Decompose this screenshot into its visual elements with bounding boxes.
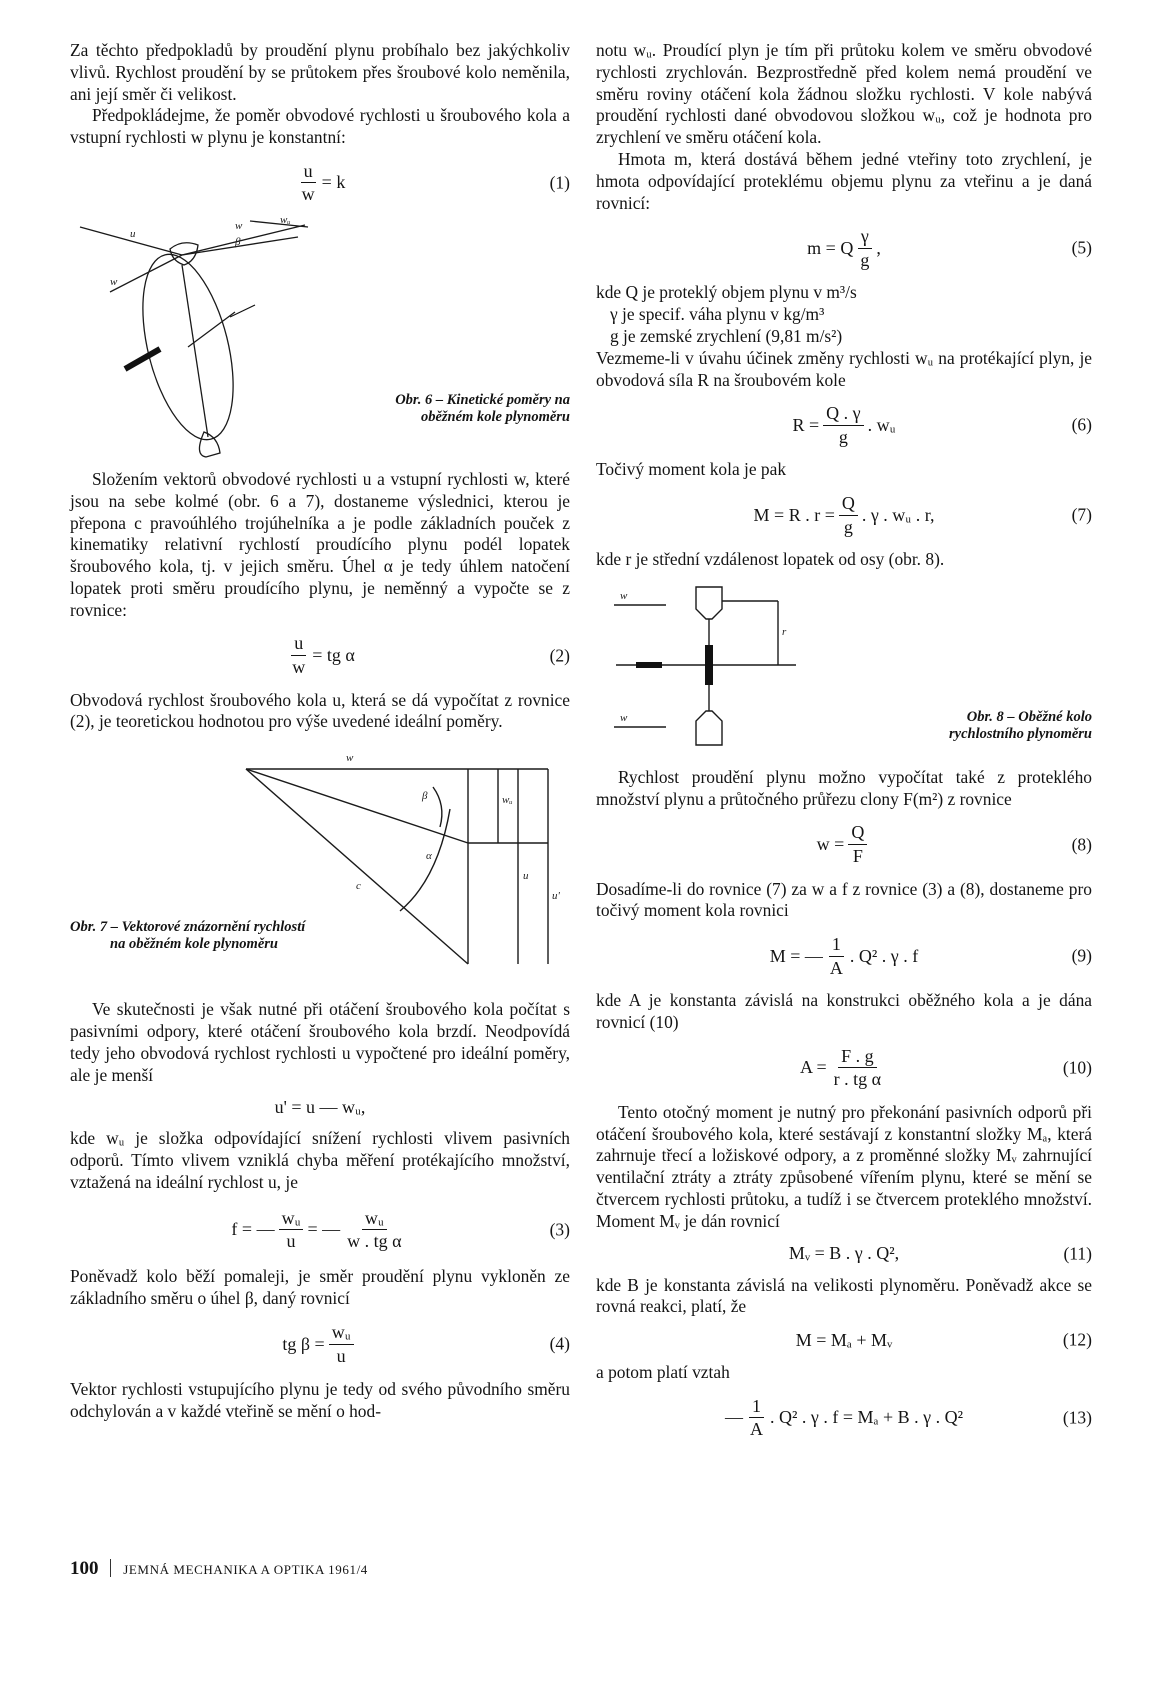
eq10-numerator: F . g	[838, 1046, 877, 1069]
equation-number: (3)	[549, 1219, 570, 1240]
eq5-lhs: m = Q	[807, 237, 854, 258]
figure-6-caption	[310, 392, 570, 426]
paragraph: Tento otočný moment je nutný pro překonání pasivních odporů při otáčení šroubového kola, které sestávají z konstantní složky Mₐ, která zahrnuje třecí a ložiskové odpory, a z proměnné složky Mᵥ zahrnující ventilační ztráty a ztráty způsobené vířením plynu, které se mění se čtvercem rychlosti průtoku, a tudíž i se čtvercem proteklého množství. Moment Mᵥ je dán rovnicí	[596, 1101, 1092, 1231]
eq5-tail: ,	[876, 237, 881, 258]
label-alpha: α	[426, 850, 432, 863]
label-u: u	[523, 870, 529, 883]
eq4-denominator: u	[336, 1345, 346, 1366]
paragraph: Složením vektorů obvodové rychlosti u a vstupní rychlosti w, které jsou na sebe kolmé (obr. 6 a 7), dostaneme výslednici, kterou je přepona c pravoúhlého trojúhelníka a je podle základních pouček z kinematiky relativní rychlostí proudícího plynu podél lopatek šroubového kola, tj. v jejich směru. Úhel α je tedy úhlem natočení lopatek proti směru proudícího plynu, je neměnný a vypočte se z rovnice:	[70, 468, 570, 620]
caption-line: Obr. 6 – Kinetické poměry na	[395, 391, 570, 408]
label-wu: wᵤ	[280, 216, 291, 226]
eq2-numerator: u	[291, 633, 306, 656]
eq3-d1: u	[286, 1231, 296, 1252]
paragraph: kde r je střední vzdálenost lopatek od osy (obr. 8).	[596, 549, 945, 570]
eq6-lhs: R =	[792, 414, 820, 435]
equation-2	[70, 628, 570, 684]
eq5-denominator: g	[860, 249, 870, 270]
wu-line	[250, 221, 308, 227]
eq8-lhs: w =	[816, 834, 845, 855]
c-vector-line	[182, 225, 305, 255]
figure-7-caption	[70, 919, 370, 953]
equation-1	[70, 155, 570, 211]
equation-number: (8)	[1071, 834, 1092, 855]
eq8-denominator: F	[852, 846, 863, 867]
paragraph: Za těchto předpokladů by proudění plynu probíhalo bez jakýchkoliv vlivů. Rychlost proudění by se průtokem přes šroubové kolo neměnila, ani její směr či velikost.	[70, 40, 570, 104]
eq7-numerator: Q	[839, 493, 858, 516]
paragraph: Obvodová rychlost šroubového kola u, která se dá vypočítat z rovnice (2), je teoretickou hodnotou pro výše uvedené ideální poměry.	[70, 689, 570, 732]
eq10-denominator: r . tg α	[833, 1069, 882, 1090]
eq3-lhs: f = —	[231, 1219, 275, 1240]
left-column	[70, 40, 570, 1423]
eq13-denominator: A	[750, 1419, 764, 1440]
paragraph: Rychlost proudění plynu možno vypočítat také z proteklého množství plynu a průtočného průřezu clony F(m²) z rovnice	[596, 766, 1092, 809]
label-c: c	[356, 880, 361, 893]
eq3-n2: wᵤ	[362, 1208, 387, 1231]
eq6-tail: . wᵤ	[867, 414, 896, 435]
eq1-rhs: = k	[321, 172, 346, 193]
paragraph: kde wᵤ je složka odpovídající snížení rychlosti vlivem pasivních odporů. Tímto vlivem vzniklá chyba měření protékajícího množství, vztažená na ideální rychlost u, je	[70, 1128, 570, 1192]
equation-number: (6)	[1071, 414, 1092, 435]
blade-bottom	[199, 432, 220, 457]
label-w-top: w	[620, 589, 628, 602]
equation-number: (11)	[1063, 1243, 1092, 1264]
equation-3	[70, 1200, 570, 1260]
equation-9	[596, 928, 1092, 984]
caption-line: Obr. 8 – Oběžné kolo	[966, 708, 1092, 725]
paragraph: kde B je konstanta závislá na velikosti plynoměru. Poněvadž akce se rovná reakci, platí, že	[596, 1274, 1092, 1317]
equation-number: (9)	[1071, 945, 1092, 966]
paragraph: notu wᵤ. Proudící plyn je tím při průtoku kolem ve směru obvodové rychlosti zrychlován. Bezprostředně před kolem nemá proudění ve směru roviny otáčení kola žádnou složku rychlosti. V kole nabývá proudění rychlosti dané obvodovou složkou wᵤ, což je hodnota pro zrychlení ve směru otáčení kola.	[596, 40, 1092, 148]
figure-6	[70, 217, 570, 467]
right-column	[596, 40, 1092, 1452]
caption-line: rychlostního plynoměru	[948, 725, 1092, 742]
eq9-denominator: A	[829, 957, 843, 978]
page-footer	[70, 1558, 368, 1580]
label-w: w	[346, 752, 354, 765]
equation-u-prime	[70, 1092, 570, 1122]
eq7-denominator: g	[843, 516, 853, 537]
paragraph: Poněvadž kolo běží pomaleji, je směr proudění plynu vykloněn ze základního směru o úhel β, daný rovnicí	[70, 1265, 570, 1308]
definition-line: g je zemské zrychlení (9,81 m/s²)	[610, 325, 843, 346]
eq7-lhs: M = R . r =	[753, 504, 835, 525]
c-prime-line	[246, 769, 468, 843]
eq2-denominator: w	[292, 657, 306, 678]
w-inlet-line	[110, 255, 182, 292]
eq6-denominator: g	[838, 426, 848, 447]
equation-10	[596, 1040, 1092, 1096]
equation-13	[596, 1390, 1092, 1446]
shaft	[125, 349, 160, 369]
label-w: w	[235, 219, 243, 232]
equation-8	[596, 817, 1092, 873]
equation-6	[596, 397, 1092, 453]
eq9-tail: . Q² . γ . f	[849, 945, 919, 966]
hub	[705, 645, 713, 685]
footer-divider	[110, 1559, 111, 1577]
equation-number: (13)	[1062, 1407, 1092, 1428]
definition-line: γ je specif. váha plynu v kg/m³	[610, 304, 825, 325]
paragraph: a potom platí vztah	[596, 1362, 730, 1383]
label-u: u	[130, 227, 136, 240]
eq3-d2: w . tg α	[347, 1231, 402, 1252]
eq1-numerator: u	[301, 161, 316, 184]
equation-4	[70, 1315, 570, 1373]
eq12-text: M = Mₐ + Mᵥ	[795, 1329, 893, 1350]
eq3-mid: = —	[307, 1219, 341, 1240]
eq13-lhs: —	[725, 1407, 744, 1428]
paragraph: Hmota m, která dostává během jedné vteřiny toto zrychlení, je hmota odpovídající proteklému objemu plynu za vteřinu a je daná rovnicí:	[596, 148, 1092, 213]
paragraph: Točivý moment kola je pak	[596, 459, 787, 480]
eq4-lhs: tg β =	[282, 1333, 325, 1354]
alpha-arc	[400, 809, 450, 911]
eq3-n1: wᵤ	[279, 1208, 304, 1231]
equation-number: (2)	[549, 645, 570, 666]
page-number: 100	[70, 1558, 99, 1579]
eq2-rhs: = tg α	[312, 645, 355, 666]
paragraph: Ve skutečnosti je však nutné při otáčení šroubového kola počítat s pasivními odpory, které otáčení šroubového kola brzdí. Neodpovídá tedy jeho obvodová rychlost rychlosti u vypočtené pro ideální poměry, ale je menší	[70, 999, 570, 1085]
caption-line: na oběžném kole plynoměru	[110, 936, 278, 953]
label-r: r	[782, 625, 787, 638]
label-beta: β	[235, 235, 241, 248]
equation-number: (7)	[1071, 504, 1092, 525]
equation-11	[596, 1239, 1092, 1269]
paragraph: Předpokládejme, že poměr obvodové rychlosti u šroubového kola a vstupní rychlosti w plynu je konstantní:	[70, 105, 570, 148]
equation-number: (5)	[1071, 237, 1092, 258]
label-beta: β	[422, 790, 428, 803]
eq8-numerator: Q	[848, 822, 867, 845]
caption-line: Obr. 7 – Vektorové znázornění rychlostí	[70, 919, 306, 936]
eq13-numerator: 1	[749, 1396, 764, 1419]
figure-8	[596, 579, 1092, 759]
eq9-numerator: 1	[829, 934, 844, 957]
beta-arc	[433, 787, 442, 827]
caption-line: oběžném kole plynoměru	[420, 408, 570, 425]
paragraph: kde A je konstanta závislá na konstrukci oběžného kola a je dána rovnicí (10)	[596, 990, 1092, 1032]
eq13-tail: . Q² . γ . f = Mₐ + B . γ . Q²	[770, 1407, 963, 1428]
label-wu: wᵤ	[502, 794, 513, 807]
eq6-numerator: Q . γ	[823, 403, 863, 426]
figure-7	[70, 739, 570, 989]
rotor-axis	[182, 265, 208, 437]
eq-u-prime-text: u' = u — wᵤ,	[274, 1096, 366, 1117]
equation-5	[596, 220, 1092, 276]
definition-line: kde Q je proteklý objem plynu v m³/s	[596, 282, 857, 303]
paragraph: Vezmeme-li v úvahu účinek změny rychlosti wᵤ na protékající plyn, je obvodová síla R na šroubovém kole	[596, 347, 1092, 390]
paragraph: Vektor rychlosti vstupujícího plynu je tedy od svého původního směru odchylován a v každé vteřině se mění o hod-	[70, 1379, 570, 1422]
blade-bottom	[696, 711, 722, 745]
paragraph: Dosadíme-li do rovnice (7) za w a f z rovnice (3) a (8), dostaneme pro točivý moment kola rovnici	[596, 878, 1092, 921]
equation-7	[596, 487, 1092, 543]
figure-6-drawing	[70, 217, 570, 467]
eq9-lhs: M = —	[769, 945, 823, 966]
label-w-bottom: w	[620, 711, 628, 724]
label-w-inlet: w	[110, 275, 118, 288]
equation-number: (4)	[549, 1333, 570, 1354]
equation-12	[596, 1324, 1092, 1356]
equation-number: (12)	[1062, 1329, 1092, 1350]
equation-number: (10)	[1062, 1057, 1092, 1078]
eq4-numerator: wᵤ	[329, 1322, 354, 1345]
eq11-text: Mᵥ = B . γ . Q²,	[788, 1243, 900, 1264]
eq5-numerator: γ	[858, 226, 872, 249]
figure-8-caption	[872, 709, 1092, 743]
blade-top	[696, 587, 722, 619]
eq1-denominator: w	[301, 184, 315, 205]
label-u-prime: u'	[552, 890, 560, 903]
equation-number: (1)	[549, 172, 570, 193]
eq7-tail: . γ . wᵤ . r,	[861, 504, 935, 525]
eq10-lhs: A =	[799, 1057, 827, 1078]
journal-name: JEMNÁ MECHANIKA A OPTIKA 1961/4	[123, 1562, 368, 1577]
